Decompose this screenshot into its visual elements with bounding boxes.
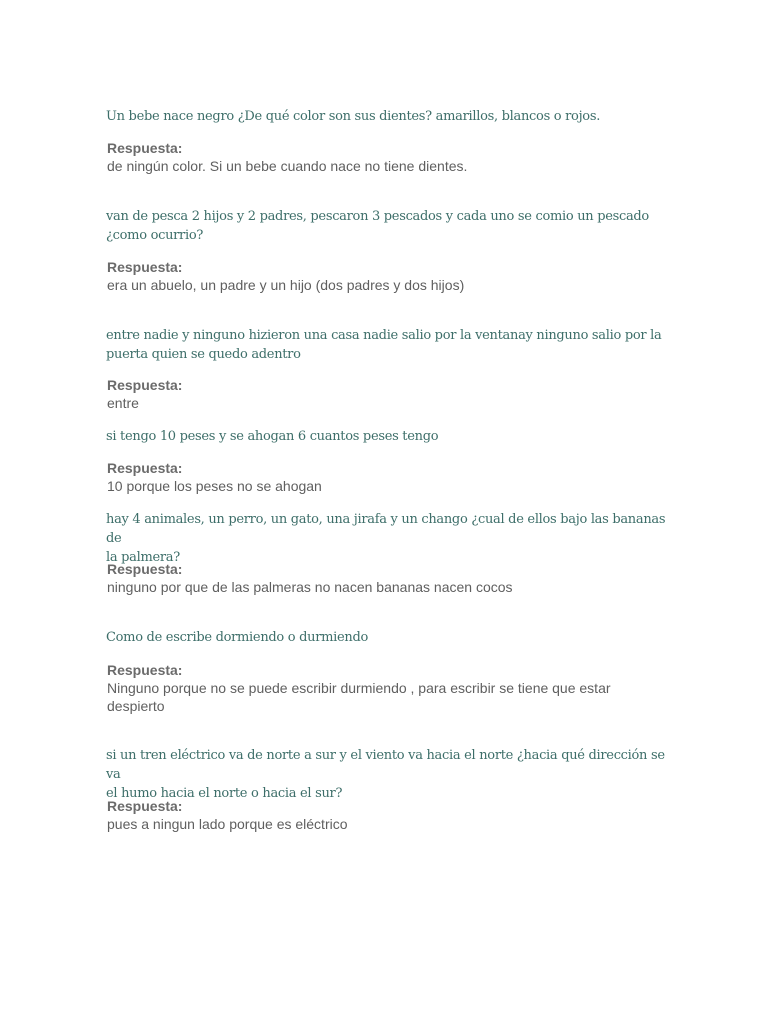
riddle-answer-7: pues a ningun lado porque es eléctrico (107, 816, 348, 832)
riddle-answer-6: Ninguno porque no se puede escribir durmiendo , para escribir se tiene que estar despierto (107, 680, 611, 714)
riddle-question-6: Como de escribe dormiendo o durmiendo (106, 630, 369, 645)
riddle-answer-5: ninguno por que de las palmeras no nacen bananas nacen cocos (107, 579, 513, 595)
riddle-question-2: van de pesca 2 hijos y 2 padres, pescaron 3 pescados y cada uno se comio un pescado ¿como ocurrio? (106, 209, 649, 243)
riddle-question-1: Un bebe nace negro ¿De qué color son sus dientes? amarillos, blancos o rojos. (106, 109, 601, 124)
riddle-answer-4: 10 porque los peses no se ahogan (107, 478, 322, 494)
answer-label-6: Respuesta: (107, 662, 183, 678)
riddle-question-5: hay 4 animales, un perro, un gato, una jirafa y un chango ¿cual de ellos bajo las bananas de la palmera? (106, 512, 666, 565)
riddle-question-4: si tengo 10 peses y se ahogan 6 cuantos peses tengo (106, 429, 439, 444)
answer-label-2: Respuesta: (107, 259, 183, 275)
riddle-question-7: si un tren eléctrico va de norte a sur y el viento va hacia el norte ¿hacia qué dirección se va el humo hacia el norte o hacia el sur? (106, 748, 665, 801)
riddle-question-3: entre nadie y ninguno hizieron una casa nadie salio por la ventanay ninguno salio por la puerta quien se quedo adentro (106, 328, 662, 362)
answer-label-4: Respuesta: (107, 460, 183, 476)
answer-label-7: Respuesta: (107, 798, 183, 814)
answer-label-3: Respuesta: (107, 377, 183, 393)
answer-label-5: Respuesta: (107, 561, 183, 577)
riddle-answer-2: era un abuelo, un padre y un hijo (dos padres y dos hijos) (107, 277, 465, 293)
riddle-answer-1: de ningún color. Si un bebe cuando nace no tiene dientes. (107, 158, 468, 174)
riddle-answer-3: entre (107, 395, 139, 411)
answer-label-1: Respuesta: (107, 140, 183, 156)
